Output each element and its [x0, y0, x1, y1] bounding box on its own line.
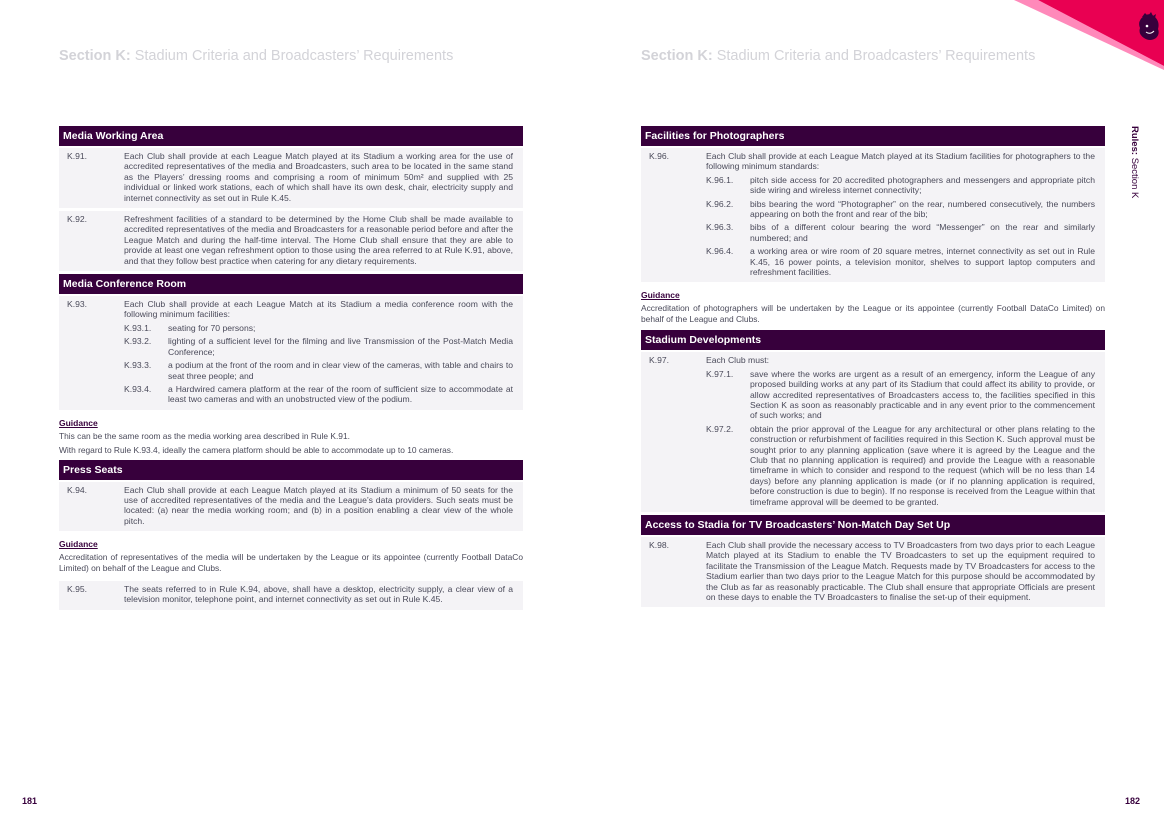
sub-rule-number: K.93.3. [124, 360, 152, 371]
sub-rule-k96-1 [706, 175, 1095, 196]
rule-text: Each Club shall provide at each League Match at its Stadium a media conference room with the following minimum facilities: [124, 299, 513, 320]
guidance-heading: Guidance [59, 539, 98, 550]
left-header-title: Stadium Criteria and Broadcasters’ Requirements [134, 48, 454, 64]
rule-text: The seats referred to in Rule K.94, above, shall have a desktop, electricity supply, a clear view of a television monitor, telephone point, and internet connectivity as set out in Rule K.45. [124, 583, 513, 605]
side-label-bold: Rules: [1129, 126, 1140, 156]
sub-rule-k97-2 [706, 424, 1095, 507]
sub-rule-text: bibs bearing the word “Photographer” on the rear, numbered consecutively, the numbers appearing on both the front and rear of the bib; [750, 198, 1095, 220]
media-working-area-title: Media Working Area [59, 126, 523, 146]
rule-text: Each Club shall provide at each League Match played at its Stadium a minimum of 50 seats for the use of accredited representatives of the media and the League’s data providers. Such seats must be located: (a) near the media working room; and (b) in a position enabling a clear view of the whole pitch. [124, 484, 513, 526]
rule-k98 [641, 537, 1105, 607]
sub-rule-number: K.96.1. [706, 174, 734, 185]
rule-number: K.92. [67, 214, 88, 225]
rule-number: K.96. [649, 151, 670, 161]
sub-rule-text: pitch side access for 20 accredited photographers and messengers and appropriate pitch side wiring and wireless internet connectivity; [750, 174, 1095, 196]
tv-access-title: Access to Stadia for TV Broadcasters’ Non-Match Day Set Up [641, 515, 1105, 535]
guidance-heading: Guidance [641, 290, 680, 301]
rule-body [124, 299, 513, 405]
sub-rule-text: save where the works are urgent as a result of an emergency, inform the League of any proposed building works at any part of its Stadium that could affect its ability to provide, or allow accredited representatives of Broadcasters access to, the facilities specified in this Section K as soon as reasonably practicable and in any event prior to the commencement of such works; and [750, 368, 1095, 421]
rule-text: Each Club shall provide at each League Match played at its Stadium a working area for the use of accredited representatives of the media and Broadcasters, such area to be located in the same stand as the Players’ dressing rooms and comprising a room of minimum 50m² and supplied with 25 individual or linked work stations, each of which shall have its own desk, chair, electricity supply and internet connectivity as set out in Rule K.45. [124, 151, 513, 203]
sub-rule-number: K.93.2. [124, 336, 152, 347]
page-number-right: 182 [1125, 796, 1141, 806]
right-column [641, 126, 1105, 610]
sub-rule-number: K.96.3. [706, 222, 734, 233]
sub-rule-number: K.96.2. [706, 198, 734, 209]
rule-text: Each Club must: [706, 355, 770, 366]
rule-number: K.98. [649, 539, 670, 550]
rule-text: Each Club shall provide the necessary access to TV Broadcasters from two days prior to each League Match played at its Stadium to enable the TV Broadcasters to set up the equipment required to facilitate the Transmission of the League Match. Requests made by TV Broadcasters for access to the Stadium earlier than two days prior to the League Match for this purpose should be accommodated by the Club as far as reasonably practicable. The Club shall ensure that appropriate Officials are present on these days to enable the TV Broadcasters to finalise the set-up of their equipment. [706, 539, 1095, 602]
rule-number: K.97. [649, 355, 670, 366]
rule-body [706, 151, 1095, 277]
stadium-developments-title: Stadium Developments [641, 330, 1105, 350]
sub-rule-number: K.93.4. [124, 383, 152, 394]
sub-rule-text: a podium at the front of the room and in clear view of the cameras, with table and chairs to seat three people; and [168, 360, 513, 381]
right-header-prefix: Section K: [641, 48, 713, 64]
rule-k92 [59, 211, 523, 271]
sub-rule-text: obtain the prior approval of the League for any architectural or other plans relating to the construction or refurbishment of facilities required in this Section K. Such approval must be sought prior to any planning application (save where it is agreed by the League and the Club that no planning application is required) and provide the League with a reasonable timeframe in which to consider and respond to the request (which will be no less than 14 days) before any planning application is made (or if no planning application is required, before construction is due to begin). If no response is received from the League within that timeframe approval will be deemed to be granted. [750, 423, 1095, 507]
sub-rule-text: a working area or wire room of 20 square metres, internet connectivity as set out in Rule K.45, 16 power points, a television monitor, shelves to support laptop computers and refreshment facilities. [750, 246, 1095, 278]
rule-k97 [641, 352, 1105, 512]
rule-number: K.95. [67, 583, 88, 594]
rule-k93 [59, 296, 523, 410]
side-label-text: Section K [1129, 157, 1140, 199]
guidance-heading: Guidance [59, 417, 98, 428]
left-page-header [59, 48, 453, 64]
rule-text: Refreshment facilities of a standard to be determined by the Home Club shall be made available to accredited representatives of the media and Broadcasters for a reasonable period before and after the League Match and during the half-time interval. The Home Club shall ensure that they are able to provide at least one vegan refreshment option to those using the area referred to at Rule K.91, above, and that they follow best practice when catering for any dietary requirements. [124, 214, 513, 266]
rule-body [706, 355, 1095, 507]
rule-number: K.91. [67, 151, 88, 161]
guidance-text: Accreditation of representatives of the media will be undertaken by the League or its appointee (currently Football DataCo Limited) on behalf of the League and Clubs. [59, 552, 523, 573]
sub-rule-number: K.93.1. [124, 322, 152, 333]
sub-rule-k96-4 [706, 246, 1095, 277]
side-section-label [1129, 126, 1140, 198]
sub-rule-text: lighting of a sufficient level for the filming and live Transmission of the Post-Match Media Conference; [168, 336, 513, 357]
page-number-left: 181 [22, 796, 38, 806]
right-page-header [641, 48, 1035, 64]
sub-rule-k93-4 [124, 384, 513, 405]
corner-accent [1014, 0, 1164, 70]
left-header-prefix: Section K: [59, 48, 131, 64]
guidance-text: With regard to Rule K.93.4, ideally the camera platform should be able to accommodate up to 10 cameras. [59, 445, 454, 456]
sub-rule-number: K.97.1. [706, 368, 734, 379]
sub-rule-k96-2 [706, 199, 1095, 220]
guidance-text: Accreditation of photographers will be undertaken by the League or its appointee (currently Football DataCo Limited) on behalf of the League and Clubs. [641, 303, 1105, 324]
rule-number: K.94. [67, 484, 88, 495]
rule-k94 [59, 482, 523, 532]
sub-rule-number: K.96.4. [706, 246, 734, 257]
sub-rule-k96-3 [706, 222, 1095, 243]
sub-rule-text: bibs of a different colour bearing the word “Messenger” on the rear and similarly numbered; and [750, 222, 1095, 243]
sub-rule-k93-2 [124, 336, 513, 357]
sub-rule-k93-1 [124, 323, 513, 333]
press-seats-title: Press Seats [59, 460, 523, 480]
sub-rule-number: K.97.2. [706, 423, 734, 434]
guidance-text: This can be the same room as the media working area described in Rule K.91. [59, 430, 350, 441]
rule-number: K.93. [67, 299, 88, 310]
rule-k91 [59, 148, 523, 208]
sub-rule-text: seating for 70 persons; [168, 322, 256, 333]
left-column [59, 126, 523, 613]
rule-k95 [59, 581, 523, 610]
photographers-title: Facilities for Photographers [641, 126, 1105, 146]
sub-rule-k93-3 [124, 360, 513, 381]
sub-rule-k97-1 [706, 369, 1095, 421]
rule-k96 [641, 148, 1105, 282]
rule-text: Each Club shall provide at each League Match played at its Stadium facilities for photographers to the following minimum standards: [706, 151, 1095, 172]
right-header-title: Stadium Criteria and Broadcasters’ Requirements [716, 48, 1036, 64]
media-conference-room-title: Media Conference Room [59, 274, 523, 294]
sub-rule-text: a Hardwired camera platform at the rear of the room of sufficient size to accommodate at least two cameras and with an unobstructed view of the podium. [168, 383, 513, 405]
